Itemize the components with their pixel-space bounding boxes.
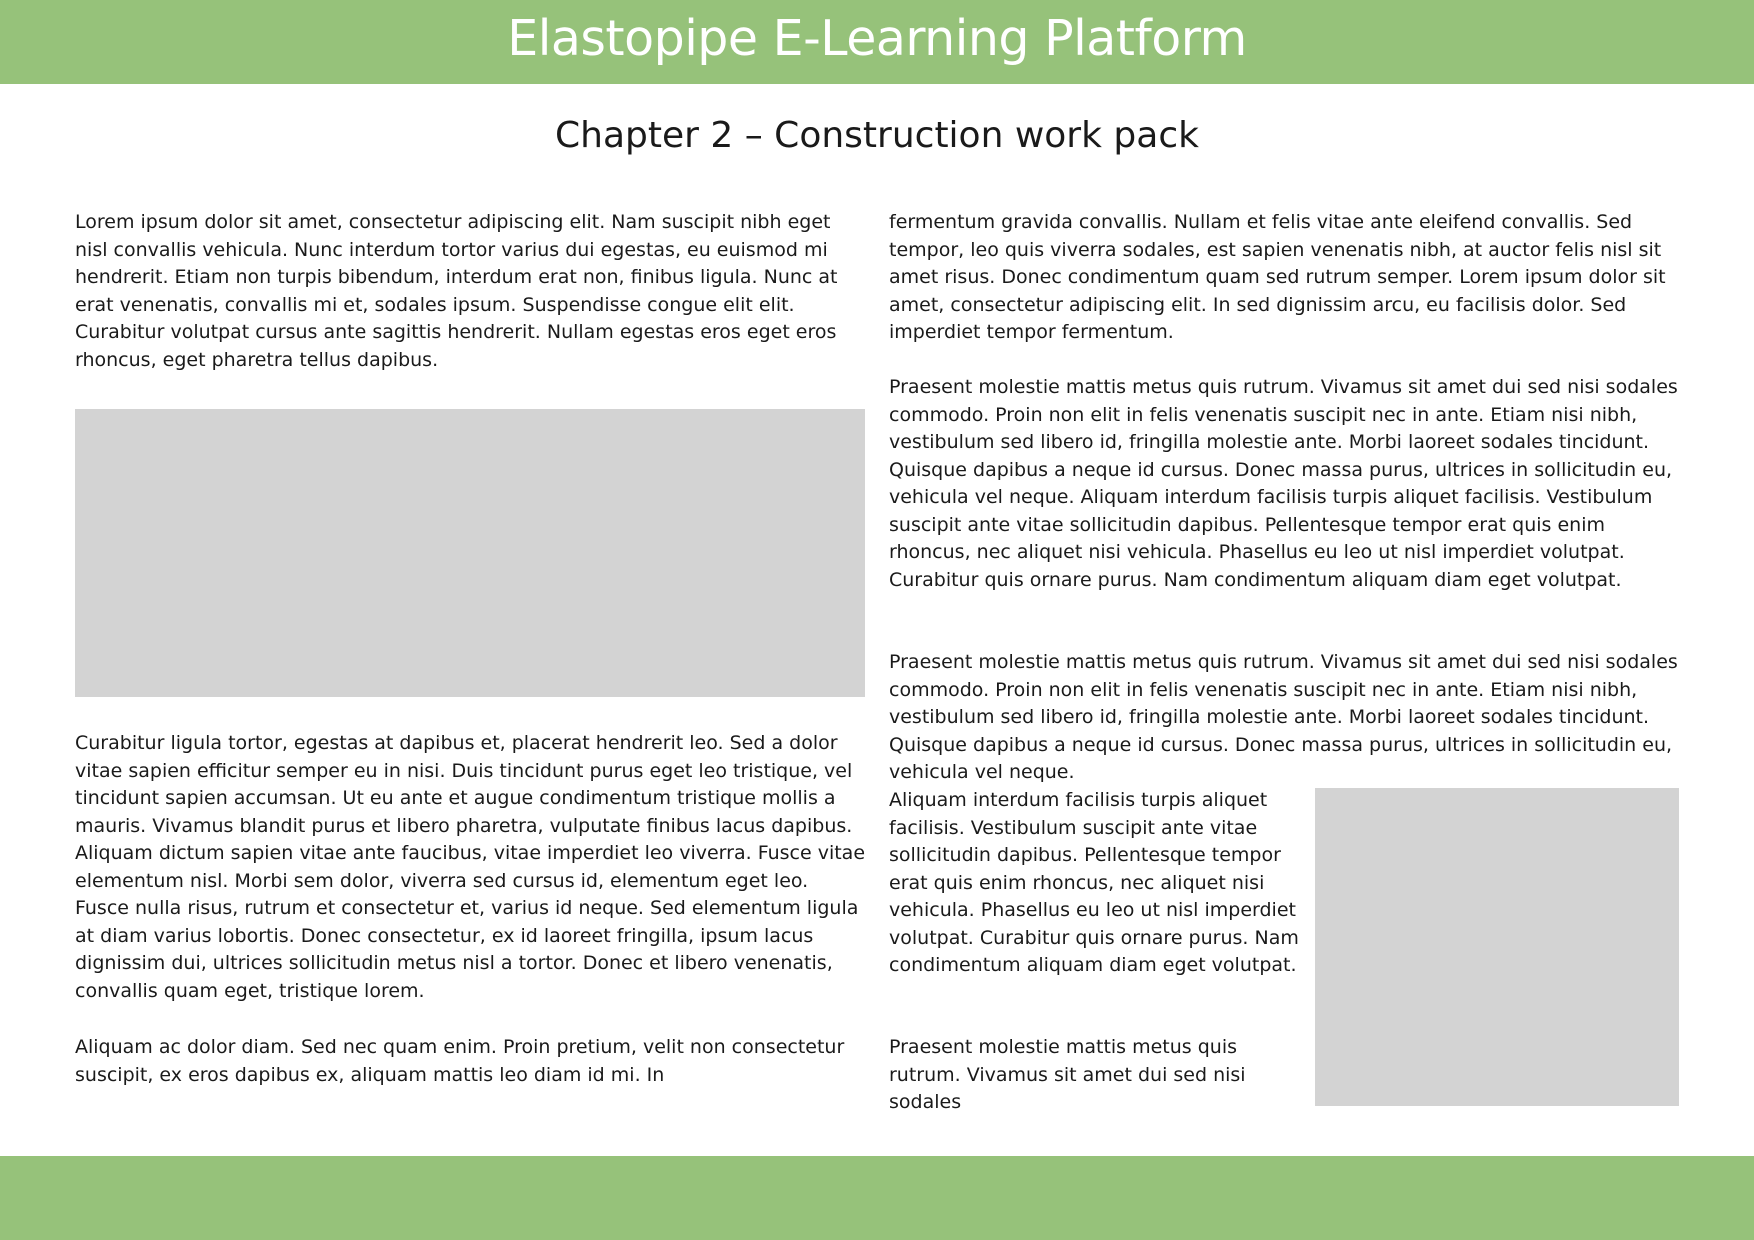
right-paragraph-5: Praesent molestie mattis metus quis rutrum. Vivamus sit amet dui sed nisi sodales	[889, 1036, 1246, 1113]
left-paragraph-3: Aliquam ac dolor diam. Sed nec quam enim. Proin pretium, velit non consectetur suscipit, ex eros dapibus ex, aliquam mattis leo diam id mi. In	[75, 1036, 845, 1086]
image-placeholder-left	[75, 409, 865, 697]
right-paragraph-1: fermentum gravida convallis. Nullam et felis vitae ante eleifend convallis. Sed tempor, leo quis viverra sodales, est sapien venenatis nibh, at auctor felis nisl sit amet risus. Donec condimentum quam sed rutrum semper. Lorem ipsum dolor sit amet, consectetur adipiscing elit. In sed dignissim arcu, eu facilisis dolor. Sed imperdiet tempor fermentum.	[889, 211, 1666, 343]
left-paragraph-1: Lorem ipsum dolor sit amet, consectetur adipiscing elit. Nam suscipit nibh eget nisl convallis vehicula. Nunc interdum tortor varius dui egestas, eu euismod mi hendrerit. Etiam non turpis bibendum, interdum erat non, finibus ligula. Nunc at erat venenatis, convallis mi et, sodales ipsum. Suspendisse congue elit elit. Curabitur volutpat cursus ante sagittis hendrerit. Nullam egestas eros eget eros rhoncus, eget pharetra tellus dapibus.	[75, 211, 838, 371]
image-placeholder-right	[1315, 788, 1679, 1106]
footer-bar	[0, 1156, 1754, 1240]
chapter-title: Chapter 2 – Construction work pack	[555, 115, 1199, 156]
right-paragraph-4: Aliquam interdum facilisis turpis aliquet facilisis. Vestibulum suscipit ante vitae sollicitudin dapibus. Pellentesque tempor erat quis enim rhoncus, nec aliquet nisi vehicula. Phasellus eu leo ut nisl imperdiet volutpat. Curabitur quis ornare purus. Nam condimentum aliquam diam eget volutpat.	[889, 789, 1299, 976]
left-paragraph-2: Curabitur ligula tortor, egestas at dapibus et, placerat hendrerit leo. Sed a dolor vitae sapien efficitur semper eu in nisi. Duis tincidunt purus eget leo tristique, vel tincidunt sapien accumsan. Ut eu ante et augue condimentum tristique mollis a mauris. Vivamus blandit purus et libero pharetra, vulputate finibus lacus dapibus. Aliquam dictum sapien vitae ante faucibus, vitae imperdiet leo viverra. Fusce vitae elementum nisl. Morbi sem dolor, viverra sed cursus id, elementum eget leo. Fusce nulla risus, rutrum et consectetur et, varius id neque. Sed elementum ligula at diam varius lobortis. Donec consectetur, ex id laoreet fringilla, ipsum lacus dignissim dui, ultrices sollicitudin metus nisl a tortor. Donec et libero venenatis, convallis quam eget, tristique lorem.	[75, 732, 866, 1002]
right-paragraph-3: Praesent molestie mattis metus quis rutrum. Vivamus sit amet dui sed nisi sodales commodo. Proin non elit in felis venenatis suscipit nec in ante. Etiam nisi nibh, vestibulum sed libero id, fringilla molestie ante. Morbi laoreet sodales tincidunt. Quisque dapibus a neque id cursus. Donec massa purus, ultrices in sollicitudin eu, vehicula vel neque.	[889, 651, 1678, 783]
right-paragraph-2: Praesent molestie mattis metus quis rutrum. Vivamus sit amet dui sed nisi sodales commodo. Proin non elit in felis venenatis suscipit nec in ante. Etiam nisi nibh, vestibulum sed libero id, fringilla molestie ante. Morbi laoreet sodales tincidunt. Quisque dapibus a neque id cursus. Donec massa purus, ultrices in sollicitudin eu, vehicula vel neque. Aliquam interdum facilisis turpis aliquet facilisis. Vestibulum suscipit ante vitae sollicitudin dapibus. Pellentesque tempor erat quis enim rhoncus, nec aliquet nisi vehicula. Phasellus eu leo ut nisl imperdiet volutpat. Curabitur quis ornare purus. Nam condimentum aliquam diam eget volutpat.	[889, 376, 1678, 591]
platform-title: Elastopipe E-Learning Platform	[507, 10, 1247, 67]
